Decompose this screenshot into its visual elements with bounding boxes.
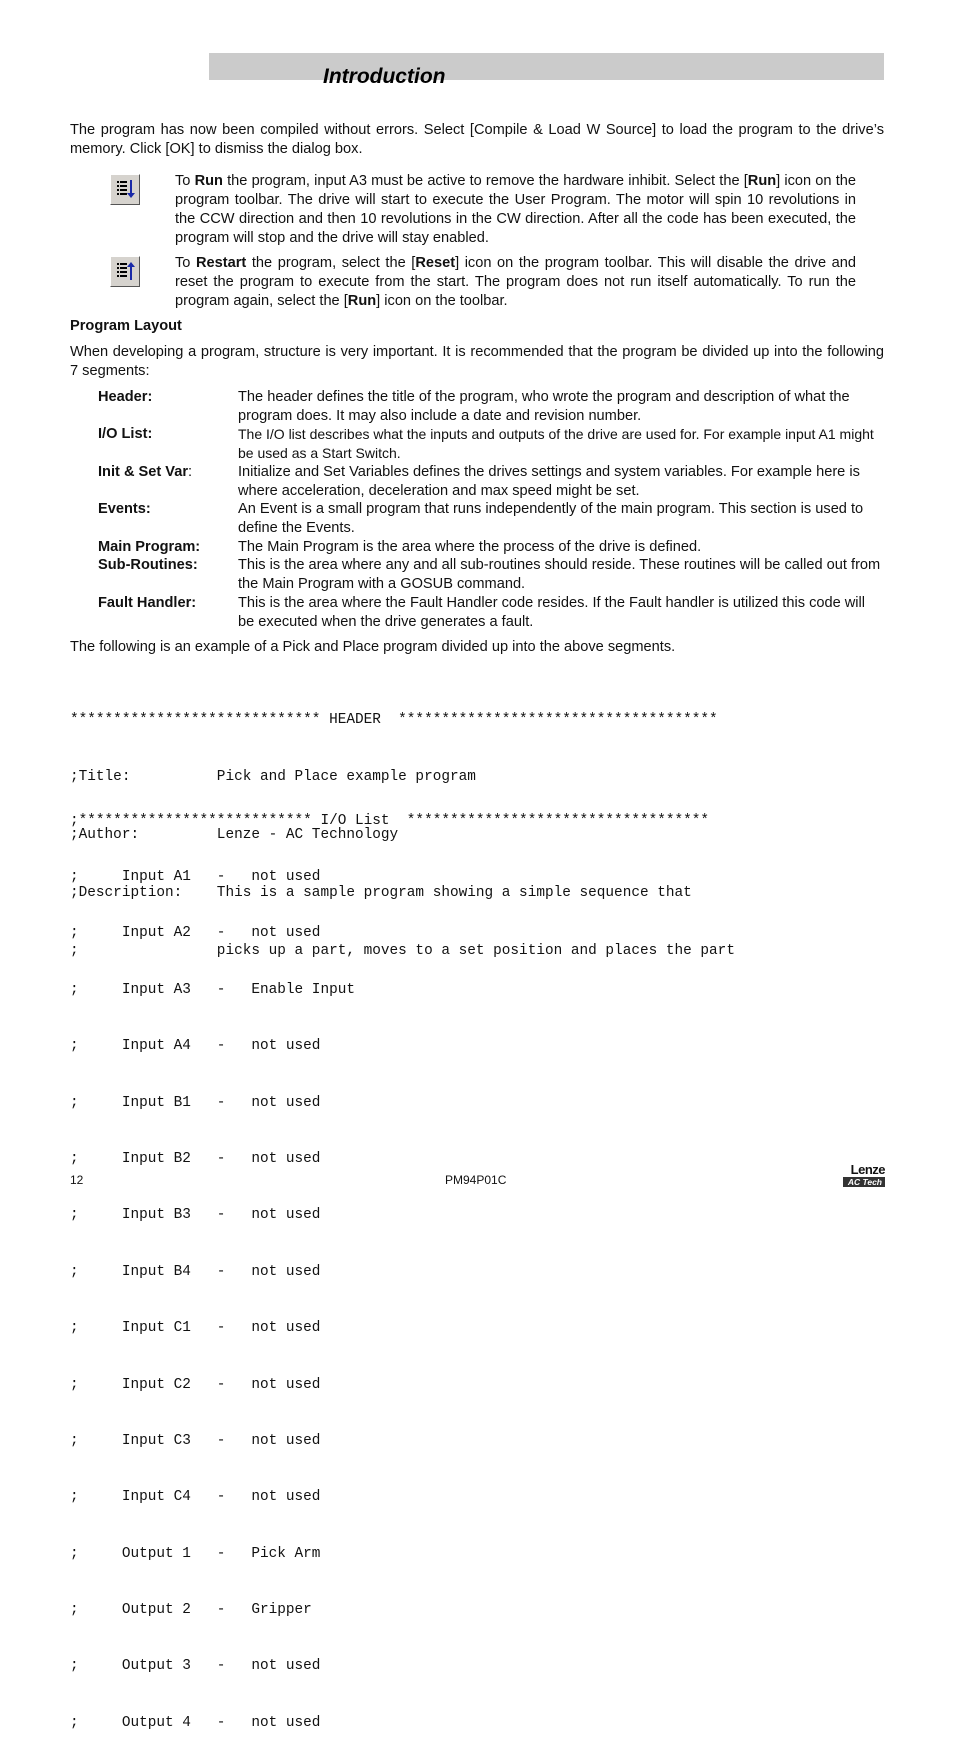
page-title: Introduction bbox=[323, 65, 446, 88]
code-line: ; Output 4 - not used bbox=[70, 1714, 321, 1731]
segment-desc: This is the area where the Fault Handler code resides. If the Fault handler is utilized this code will be executed when the drive generates a fault. bbox=[238, 595, 866, 630]
code-line: ***************************** HEADER ************************************* bbox=[70, 711, 718, 728]
run-paragraph: To Run the program, input A3 must be active to remove the hardware inhibit. Select the [Run] icon on the program toolbar. The drive will start to execute the User Program. The motor will spin 10 revolutions in the CCW direction and then 10 revolutions in the CW direction. After all the code has been executed, the program will stop and the drive will stay enabled. bbox=[175, 173, 856, 246]
logo-wordmark: Lenze bbox=[850, 1162, 885, 1177]
segment-events bbox=[98, 500, 884, 538]
segment-desc: This is the area where any and all sub-routines should reside. These routines will be called out from the Main Program with a GOSUB command. bbox=[238, 557, 881, 592]
segment-label: I/O List: bbox=[98, 426, 153, 442]
code-line: ; Input A3 - Enable Input bbox=[70, 981, 355, 998]
code-line: ; Input C3 - not used bbox=[70, 1432, 321, 1449]
segment-desc: The header defines the title of the program, who wrote the program and description of what the program does. It may also include a date and revision number. bbox=[238, 389, 850, 424]
code-line: ;Author: Lenze - AC Technology bbox=[70, 827, 399, 844]
program-layout-heading: Program Layout bbox=[70, 318, 182, 334]
reset-toolbar-icon bbox=[110, 256, 140, 287]
document-code: PM94P01C bbox=[445, 1173, 507, 1187]
run-toolbar-icon bbox=[110, 174, 140, 205]
code-line: ; Input B2 - not used bbox=[70, 1150, 321, 1167]
code-line: ; Output 3 - not used bbox=[70, 1658, 321, 1675]
segment-header bbox=[98, 388, 884, 426]
restart-paragraph: To Restart the program, select the [Reset] icon on the program toolbar. This will disable the drive and reset the program to execute from the start. The program does not run itself automatically. To run the program again, select the [Run] icon on the toolbar. bbox=[175, 255, 857, 309]
code-line: ; Output 1 - Pick Arm bbox=[70, 1545, 321, 1562]
segment-io-list bbox=[98, 425, 884, 463]
code-line: ;Description: This is a sample program showing a simple sequence that bbox=[70, 885, 692, 902]
intro-paragraph: The program has now been compiled without errors. Select [Compile & Load W Source] to load the program to the drive’s memory. Click [OK] to dismiss the dialog box. bbox=[70, 122, 884, 157]
segment-sub-routines bbox=[98, 556, 884, 594]
segment-desc: Initialize and Set Variables defines the drives settings and system variables. For example here is where acceleration, deceleration and max speed might be set. bbox=[238, 464, 860, 499]
segment-init-set-var bbox=[98, 463, 884, 501]
segment-label: Sub-Routines: bbox=[98, 557, 198, 573]
segment-desc: An Event is a small program that runs independently of the main program. This section is used to define the Events. bbox=[238, 501, 864, 536]
code-line: ; Input C2 - not used bbox=[70, 1376, 321, 1393]
code-line: ;Title: Pick and Place example program bbox=[70, 769, 476, 786]
code-line: ; Input A1 - not used bbox=[70, 868, 321, 885]
page-number: 12 bbox=[70, 1173, 84, 1187]
segment-label: Init & Set Var: bbox=[98, 464, 193, 480]
segment-desc: The Main Program is the area where the process of the drive is defined. bbox=[238, 539, 702, 555]
code-line: ; picks up a part, moves to a set position and places the part bbox=[70, 943, 735, 960]
segment-label: Fault Handler: bbox=[98, 595, 197, 611]
layout-intro: When developing a program, structure is very important. It is recommended that the program be divided up into the following 7 segments: bbox=[70, 344, 884, 379]
segment-label: Events: bbox=[98, 501, 151, 517]
code-line: ; Input B3 - not used bbox=[70, 1207, 321, 1224]
segment-label: Main Program: bbox=[98, 539, 201, 555]
code-line: ; Input B4 - not used bbox=[70, 1263, 321, 1280]
example-intro: The following is an example of a Pick and Place program divided up into the above segments. bbox=[70, 639, 676, 655]
code-line: ; Input C1 - not used bbox=[70, 1320, 321, 1337]
logo-subtitle: AC Tech bbox=[843, 1177, 885, 1187]
code-line: ; Input A4 - not used bbox=[70, 1038, 321, 1055]
code-io-block bbox=[70, 774, 709, 1751]
segment-desc: The I/O list describes what the inputs and outputs of the drive are used for. For example input A1 might be used as a Start Switch. bbox=[238, 426, 874, 461]
segment-main-program bbox=[98, 538, 884, 557]
segment-label: Header: bbox=[98, 389, 153, 405]
code-line: ; Output 2 - Gripper bbox=[70, 1602, 312, 1619]
segment-fault-handler bbox=[98, 594, 884, 632]
code-line: ; Input B1 - not used bbox=[70, 1094, 321, 1111]
header-bar bbox=[209, 53, 884, 80]
lenze-logo bbox=[843, 1162, 885, 1187]
code-line: ; Input C4 - not used bbox=[70, 1489, 321, 1506]
code-line: ; Input A2 - not used bbox=[70, 925, 321, 942]
code-line: ;*************************** I/O List *********************************** bbox=[70, 812, 710, 829]
